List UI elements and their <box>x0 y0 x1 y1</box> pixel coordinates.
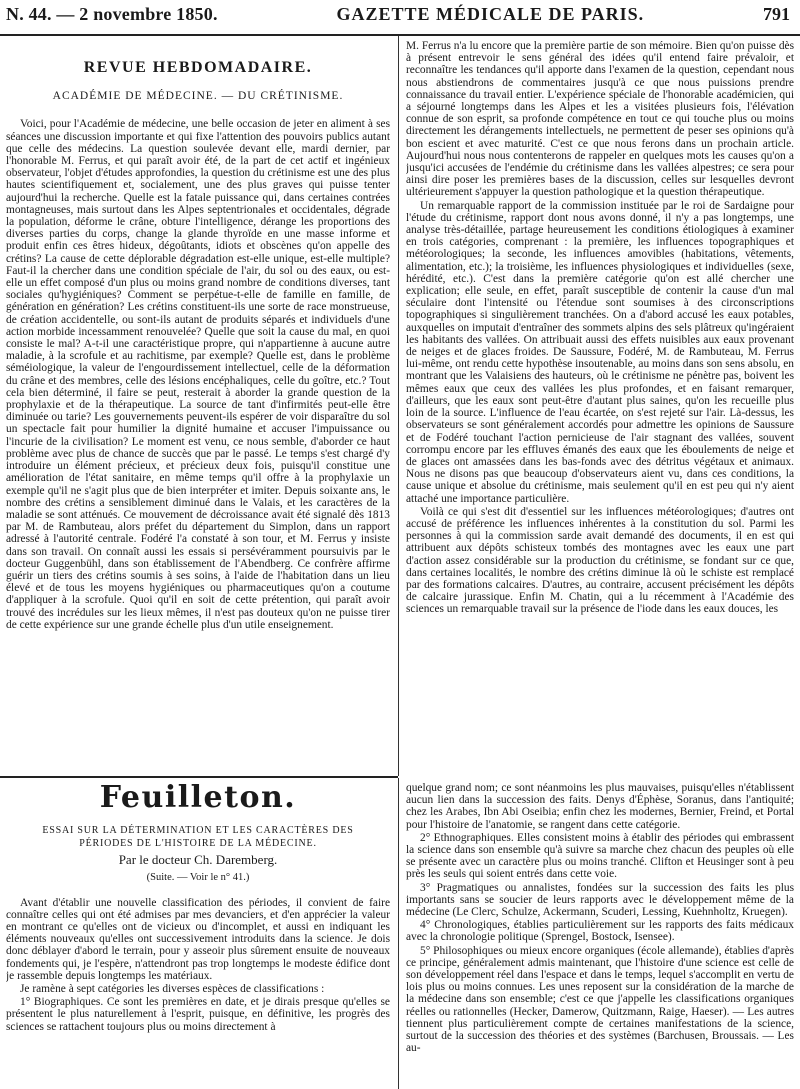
feuilleton-paragraph: 5° Philosophiques ou mieux encore organiques (école allemande), établies d'après ce principe, généralement admis maintenant, que l'histoire d'une science est celle de son développement réel dans l'espace et dans le temps, lequel s'accomplit en vertu de lois plus ou moins connues. Les unes reposent sur la considération de la marche de la médecine dans son ensemble; c'est ce que j'appelle les classifications organiques réelles ou rationnelles (Hecker, Damerow, Quitzmann, Raige, Haeser). — Les autres tiennent plus particulièrement compte de certaines manifestations de la science, surtout de la succession des théories et des systèmes (Barchusen, Broussais. — Les au- <box>406 944 794 1055</box>
feuilleton-paragraph: 3° Pragmatiques ou annalistes, fondées sur la succession des faits les plus importants sans se soucier de leurs rapports avec le développement même de la médecine (Le Clerc, Schulze, Ackermann, Scuderi, Lessing, Kuehnholtz, Kruegen). <box>406 881 794 919</box>
revue-paragraph: Voici, pour l'Académie de médecine, une belle occasion de jeter en aliment à ses séances une discussion importante et qui fixe l'attention des pouvoirs publics autant que celle des médecins. La question soulevée devant elle, mardi dernier, par l'honorable M. Ferrus, et qui paraît avoir été, de la part de cet actif et ingénieux observateur, l'objet d'études approfondies, la question du crétinisme est une des plus hautes scientifiquement et, socialement, une des plus graves qui puisse tenter aujourd'hui la recherche. Quelle est la fatale puissance qui, dans certaines contrées montagneuses, mais surtout dans les Alpes septentrionales et occidentales, dégrade la population, déforme le crâne, obture l'intelligence, dérange les proportions des diverses parties du corps, change la glande thyroïde en une masse informe et produit enfin ces êtres hideux, dégoûtants, idiots et obscènes qu'on appelle des crétins? La cause de cette déplorable dégradation est-elle unique, est-elle multiple? Faut-il la chercher dans une condition spéciale de l'air, du sol ou des eaux, ou est-elle un effet composé d'un plus ou moins grand nombre de conditions diverses, tant sociales qu'hygiéniques? Comment se perpétue-t-elle de famille en famille, de génération en génération? Les crétins constituent-ils une sorte de race monstrueuse, de création accidentelle, ou sont-ils autant de produits séparés et individuels d'une action morbide incessamment renouvelée? Quelle que soit la cause du mal, en quoi consiste le mal? A-t-il une caractéristique propre, qui n'appartienne à aucune autre maladie, à la scrofule et au rachitisme, par exemple? Quelle est, dans le problème séméiologique, la valeur de l'engourdissement intellectuel, celle de la déformation du crâne et des membres, celle des lésions encéphaliques, celle du goître, etc.? Tout cela bien déterminé, il faire se peut, resterait à aborder la grande question de la prophylaxie et de la thérapeutique. La source de tant d'infirmités peut-elle être diminuée ou tarie? Les gouvernements peuvent-ils espérer de voir disparaître du sol un spectacle fait pour humilier la dignité humaine et accuser l'impuissance ou l'incurie de la civilisation? Le moment est venu, ce nous semble, d'aborder ce haut problème avec plus de chance de succès que par le passé. Le temps s'est chargé d'y introduire un élément précieux, et précieux deux fois, puisqu'il constitue une amélioration de l'état sanitaire, en même temps qu'il offre à la prophylaxie un exemple qu'il ne s'agit plus que de bien interpréter et imiter. Depuis soixante ans, le nombre des crétins a sensiblement diminué dans le Valais, et les caractères de la maladie se sont atténués. Ce mouvement de décroissance avait été signalé dès 1813 par M. de Rambuteau, alors préfet du département du Simplon, dans un rapport adressé à l'autorité centrale. Fodéré l'a constaté à son tour, et M. Ferrus y insiste dans son travail. On connaît aussi les essais si persévéramment poursuivis par le docteur Guggenbühl, dans son établissement de l'Abendberg. Ce confrère affirme guérir un tiers des crétins soumis à ses soins, à l'aide de l'habitation dans un lieu élevé et de tous les moyens hygiéniques ou pharmaceutiques qu'on a coutume d'appliquer à la scrofule. Quoi qu'il en soit de cette prétention, qui paraît avoir trouvé des incrédules sur les lieux mêmes, il n'est pas douteux qu'on ne puisse tirer de cette expérience sur une grande échelle plus d'un utile enseignement. <box>6 118 390 631</box>
journal-title: GAZETTE MÉDICALE DE PARIS. <box>336 4 645 24</box>
running-head <box>6 4 794 30</box>
revue-paragraph: Un remarquable rapport de la commission instituée par le roi de Sardaigne pour l'étude du crétinisme, rapport dont nous avons donné, il n'y a pas longtemps, une analyse très-détaillée, partage heureusement les conditions étiologiques à examiner en trois catégories, comprenant : la première, les influences topographiques et météorologiques; la seconde, les influences amovibles (habitations, vêtements, alimentation, etc.); la troisième, les influences physiologiques et individuelles (sexe, hérédité, etc.). C'est dans la première catégorie qu'on est allé chercher une explication; elle seule, en effet, paraît susceptible de contenir la cause d'un mal séculaire dont l'intensité ou l'étendue sont soumises à des circonscriptions topographiques si singulièrement tranchées. On a d'abord accusé les eaux potables, auxquelles on imputait d'entraîner des sommets alpins des sels plâtreux qu'ingéraient les habitants des vallées. On attribuait aussi des effets nuisibles aux eaux provenant de neiges et de glaces froides. De Saussure, Fodéré, M. de Rambuteau, M. Ferrus lui-même, ont rendu cette hypothèse insoutenable, au moins dans son sens absolu, en montrant que les Valaisiens des hauteurs, où le crétinisme ne pénètre pas, boivent les mêmes eaux que ceux des vallées les plus profondes, et en faisant remarquer, d'ailleurs, que les eaux sont peut-être d'autant plus saines, qu'on les recueille plus loin de la source. L'influence de l'eau écartée, on s'est rejeté sur l'air. Là-dessus, les observateurs se sont généralement accordés pour admettre les opinions de Saussure et de Fodéré touchant l'action pernicieuse de l'air stagnant des vallées, souvent corrompu encore par les effluves émanés des eaux que les éboulements de neige et de glaces ont amassées dans les bas-fonds avec des détritus végétaux et animaux. Nous ne disons pas que beaucoup d'observateurs aient vu, dans ces conditions, la cause unique et absolue du crétinisme, mais seulement qu'il en est peu qui n'y aient attaché une importance particulière. <box>406 199 794 505</box>
page-number: 791 <box>762 4 790 24</box>
revue-paragraph: Voilà ce qui s'est dit d'essentiel sur les influences météorologiques; d'autres ont accusé de préférence les influences inhérentes à la constitution du sol. Parmi les personnes à qui la commission sarde avait demandé des documents, il en est qui attribuent aux dépôts schisteux tombés des montagnes avec les eaux une part d'action assez considérable sur la production du crétinisme, se fondant sur ce que, dans certaines localités, le nombre des crétins diminue là où le schiste est remplacé par des formations calcaires. D'autres, au contraire, accusent précisément les dépôts de calcaire jurassique. Enfin M. Chatin, qui a lu récemment à l'Académie des sciences un remarquable travail sur la présence de l'iode dans les eaux douces, les <box>406 505 794 616</box>
feuilleton-title: Feuilleton. <box>99 782 297 815</box>
feuilleton-column-right <box>406 782 794 1087</box>
revue-column-left <box>6 40 390 772</box>
column-divider-lower <box>398 778 399 1089</box>
feuilleton-paragraph: Je ramène à sept catégories les diverses espèces de classifications : <box>20 983 325 996</box>
revue-subtitle: ACADÉMIE DE MÉDECINE. — DU CRÉTINISME. <box>52 90 344 103</box>
feuilleton-paragraph: 1° Biographiques. Ce sont les premières en date, et je dirais presque qu'elles se présentent le plus naturellement à l'esprit, puisque, en définitive, les progrès des sciences se rattachent toujours plus ou moins directement à <box>6 996 390 1033</box>
revue-column-right <box>406 40 794 776</box>
issue-date: N. 44. — 2 novembre 1850. <box>6 4 218 24</box>
feuilleton-paragraph: 2° Ethnographiques. Elles consistent moins à établir des périodes qui embrassent la science dans son ensemble qu'à suivre sa marche chez chacun des peuples où elle se présente avec un caractère plus ou moins tranché. Clifton et Heusinger sont à peu près les seuls qui soient entrés dans cette voie. <box>406 831 794 881</box>
essay-title: ESSAI SUR LA DÉTERMINATION ET LES CARACTÈRES DES PÉRIODES DE L'HISTOIRE DE LA MÉDECINE. <box>42 825 354 850</box>
column-divider-upper <box>398 36 399 776</box>
feuilleton-paragraph: quelque grand nom; ce sont néanmoins les plus mauvaises, puisqu'elles n'établissent aucun lien dans la succession des faits. Denys d'Éphèse, Soranus, dans l'antiquité; chez les Arabes, Ibn Abi Oseibia; enfin chez les modernes, Bernier, Freind, et Portal pour l'histoire de l'anatomie, se rangent dans cette catégorie. <box>406 782 794 831</box>
feuilleton-paragraph: 4° Chronologiques, établies particulièrement sur les rapports des faits médicaux avec la chronologie politique (Sprengel, Bostock, Isensee). <box>406 919 794 944</box>
header-rule <box>0 34 800 36</box>
feuilleton-paragraph: Avant d'établir une nouvelle classification des périodes, il convient de faire connaître celles qui ont été admises par mes devanciers, et d'en apprécier la valeur en montrant ce qu'elles ont de vicieux ou d'incomplet, et aussi en indiquant les éléments nouveaux qu'elles ont successivement introduits dans la science. Je dois donc déblayer d'abord le terrain, pour y asseoir plus sûrement ensuite de nouveaux fondements qui, je l'espère, n'attendront pas trop longtemps le modeste édifice dont je rassemble depuis longtemps les matériaux. <box>6 896 390 982</box>
feuilleton-rule <box>0 776 398 778</box>
revue-title: REVUE HEBDOMADAIRE. <box>83 59 313 76</box>
essay-continuation-note: (Suite. — Voir le n° 41.) <box>146 872 250 884</box>
feuilleton-column-left <box>6 782 390 1087</box>
essay-byline: Par le docteur Ch. Daremberg. <box>118 852 278 868</box>
revue-paragraph: M. Ferrus n'a lu encore que la première partie de son mémoire. Bien qu'on puisse dès à présent entrevoir le sens général des idées qu'il entend faire prévaloir, et reconnaître les tendances qu'il apporte dans l'examen de la question, cependant nous nous abstiendrons de commentaires jusqu'à ce que nous puissions prendre connaissance du travail entier. L'expérience spéciale de l'honorable académicien, qui a séjourné longtemps dans les Alpes et les a visitées plusieurs fois, l'élévation connue de son esprit, sa profonde compétence en tout ce qui touche plus ou moins directement les dérangements intellectuels, ne permettent de peser ses opinions qu'à bon escient et avec maturité. C'est ce que nous ferons dans un prochain article. Aujourd'hui nous nous contenterons de rappeler en quelques mots les causes qu'on a jusqu'ici accusées de l'endémie du crétinisme dans les vallées alpestres; ce sera pour ainsi dire poser les premières bases de la discussion, celles sur lesquelles devront ultérieurement s'appuyer la question pathologique et la question thérapeutique. <box>406 40 794 199</box>
